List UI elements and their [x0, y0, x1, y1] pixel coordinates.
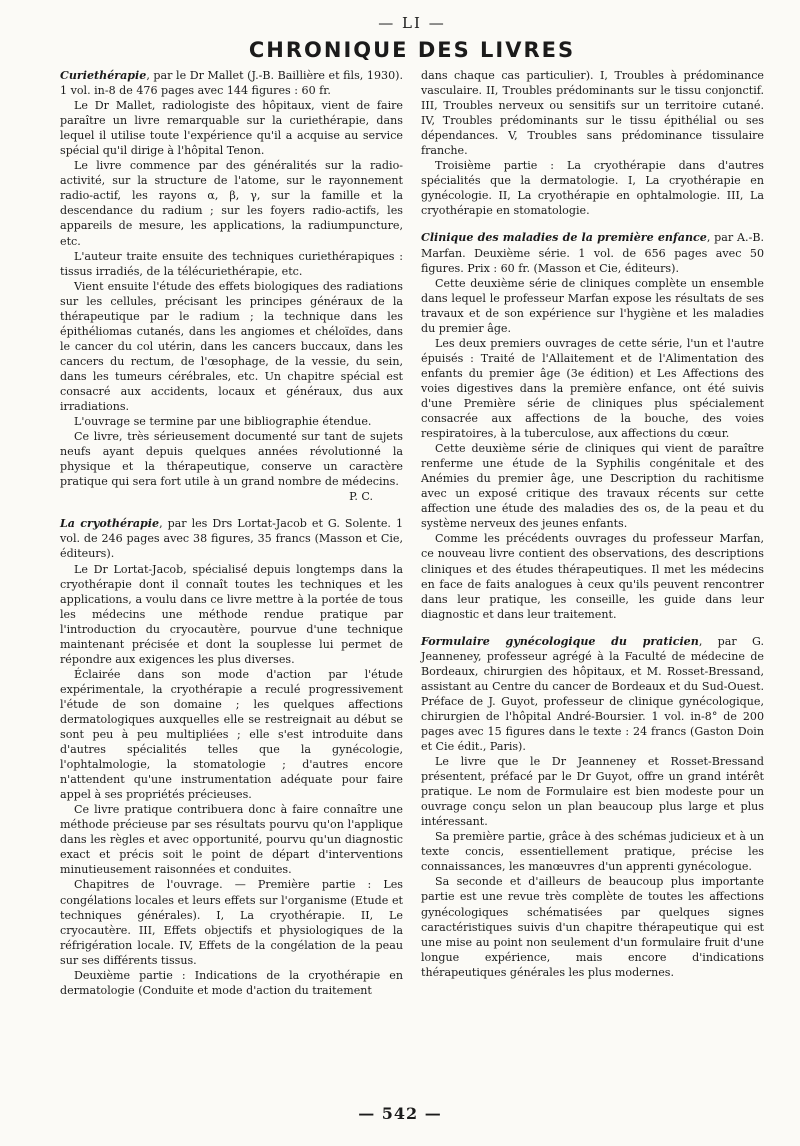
book-details: , par G. Jeanneney, professeur agrégé à la Faculté de médecine de Bordeaux, chirurgien des hôpitaux, et M. Rosset-Bressand, assistant au Centre du cancer de Bordeaux et du Sud-Ouest. Préface de J. Guyot, professeur de clinique gynécologique, chirurgien de l'hôpital André-Boursier. 1 vol. in-8° de 200 pages avec 15 figures dans le texte : 24 francs (Gaston Doin et Cie édit., Paris). [421, 634, 764, 754]
paragraph: Les deux premiers ouvrages de cette série, l'un et l'autre épuisés : Traité de l'Allaitement et de l'Alimentation des enfants du premier âge (3e édition) et Les Affections des voies digestives dans la première enfance, ont été suivis d'une Première série de cliniques plus spécialement consacrée aux affections de la bouche, des voies respiratoires, à la tuberculose, aux affections du cœur. [421, 336, 764, 441]
paragraph: Le livre commence par des généralités sur la radio-activité, sur la structure de l'atome, sur le rayonnement radio-actif, les rayons α, β, γ, sur la famille et la descendance du radium ; sur les foyers radio-actifs, les appareils de mesure, les applications, la radiumpuncture, etc. [60, 159, 403, 248]
paragraph: Deuxième partie : Indications de la cryothérapie en dermatologie (Conduite et mode d'action du traitement [60, 968, 403, 997]
paragraph: Éclairée dans son mode d'action par l'étude expérimentale, la cryothérapie a reculé progressivement l'étude de son domaine ; les quelques affections dermatologiques auxquelles elle se restreignait au début se sont peu à peu multipliées ; elle s'est introduite dans d'autres spécialités telles que la gynécologie, l'ophtalmologie, la stomatologie ; d'autres encore n'attendent qu'une instrumentation adéquate pour faire appel à ses propriétés précieuses. [60, 667, 403, 802]
book-title: La cryothérapie [60, 517, 160, 531]
columns [60, 68, 764, 998]
review-signature: P. C. [349, 490, 373, 504]
paragraph: L'ouvrage se termine par une bibliographie étendue. [74, 415, 372, 429]
book-details: , par le Dr Mallet (J.-B. Baillière et fils, 1930). 1 vol. in-8 de 476 pages avec 144 figures : 60 fr. [60, 69, 403, 98]
folio-top: — LI — [378, 14, 446, 32]
paragraph: Troisième partie : La cryothérapie dans d'autres spécialités que la dermatologie. I, La cryothérapie en gynécologie. II, La cryothérapie en ophtalmologie. III, La cryothérapie en stomatologie. [421, 159, 764, 218]
paragraph: Chapitres de l'ouvrage. — Première partie : Les congélations locales et leurs effets sur l'organisme (Etude et techniques générales). I, La cryothérapie. II, Le cryocautère. III, Effets objectifs et physiologiques de la réfrigération locale. IV, Effets de la congélation de la peau sur ses différents tissus. [60, 878, 403, 967]
right-column [421, 68, 764, 998]
book-entry [60, 68, 403, 98]
paragraph: Ce livre, très sérieusement documenté sur tant de sujets neufs ayant depuis quelques années révolutionné la physique et la thérapeutique, conserve un caractère pratique qui sera fort utile à un grand nombre de médecins. [60, 430, 403, 489]
book-title: Curiethérapie [60, 69, 147, 82]
paragraph: Vient ensuite l'étude des effets biologiques des radiations sur les cellules, précisant les principes généraux de la thérapeutique par le radium ; la technique dans les épithéliomas cutanés, dans les angiomes et chéloïdes, dans le cancer du col utérin, dans les cancers buccaux, dans les cancers du rectum, de l'œsophage, de la vessie, du sein, dans les tumeurs cérébrales, etc. Un chapitre spécial est consacré aux accidents, locaux et généraux, dus aux irradiations. [60, 279, 403, 414]
paragraph: Sa seconde et d'ailleurs de beaucoup plus importante partie est une revue très complète de toutes les affections gynécologiques schématisées par quelques signes caractéristiques suivis d'un chapitre thérapeutique qui est une mise au point non seulement d'un formulaire fruit d'une longue expérience, mais encore d'indications thérapeutiques générales les plus modernes. [421, 875, 764, 979]
book-entry [421, 230, 764, 275]
paragraph: Sa première partie, grâce à des schémas judicieux et à un texte concis, essentiellement pratique, précise les connaissances, les manœuvres d'un apprenti gynécologue. [421, 830, 764, 874]
paragraph: Comme les précédents ouvrages du professeur Marfan, ce nouveau livre contient des observations, des descriptions cliniques et des études thérapeutiques. Il met les médecins en face de faits analogues à ceux qu'ils peuvent rencontrer dans leur pratique, les conseille, les guide dans leur diagnostic et dans leur traitement. [421, 532, 764, 621]
book-entry [421, 634, 764, 754]
paragraph: Le Dr Mallet, radiologiste des hôpitaux, vient de faire paraître un livre remarquable sur la curiethérapie, dans lequel il utilise toute l'expérience qu'il a acquise au service spécial qu'il dirige à l'hôpital Tenon. [60, 99, 403, 158]
book-title: Formulaire gynécologique du praticien [421, 634, 699, 648]
book-details: , par A.-B. Marfan. Deuxième série. 1 vol. de 656 pages avec 50 figures. Prix : 60 fr. (Masson et Cie, éditeurs). [421, 231, 764, 275]
page-header: CHRONIQUE DES LIVRES [248, 38, 576, 62]
paragraph: Le livre que le Dr Jeanneney et Rosset-Bressand présentent, préfacé par le Dr Guyot, offre un grand intérêt pratique. Le nom de Formulaire est bien modeste pour un ouvrage conçu selon un plan beaucoup plus large et plus intéressant. [421, 755, 764, 829]
book-details: , par les Drs Lortat-Jacob et G. Solente. 1 vol. de 246 pages avec 38 figures, 35 francs (Masson et Cie, éditeurs). [60, 517, 403, 561]
paragraph: Ce livre pratique contribuera donc à faire connaître une méthode précieuse par ses résultats pourvu qu'on l'applique dans les règles et avec opportunité, pourvu qu'un diagnostic exact et précis soit le point de départ d'interventions minutieusement raisonnées et conduites. [60, 803, 403, 877]
paragraph: Cette deuxième série de cliniques qui vient de paraître renferme une étude de la Syphilis congénitale et des Anémies du premier âge, une Description du rachitisme avec un exposé critique des travaux récents sur cette affection une étude des maladies des os, de la peau et du système nerveux des jeunes enfants. [421, 442, 764, 531]
paragraph: dans chaque cas particulier). I, Troubles à prédominance vasculaire. II, Troubles prédominants sur le tissu conjonctif. III, Troubles nerveux ou sensitifs sur un territoire cutané. IV, Troubles prédominants sur le tissu épithélial ou ses dépendances. V, Troubles sans prédominance tissulaire franche. [421, 69, 764, 158]
book-entry [60, 516, 403, 561]
paragraph: Le Dr Lortat-Jacob, spécialisé depuis longtemps dans la cryothérapie dont il connaît toutes les techniques et les applications, a voulu dans ce livre mettre à la portée de tous les médecins une méthode rendue pratique par l'introduction du cryocautère, pourvue d'une technique maintenant précisée et dont la souplesse lui permet de répondre aux exigences les plus diverses. [60, 562, 403, 666]
left-column [60, 68, 403, 998]
paragraph: Cette deuxième série de cliniques complète un ensemble dans lequel le professeur Marfan expose les résultats de ses travaux et de son expérience sur l'hygiène et les maladies du premier âge. [421, 276, 764, 335]
paragraph: L'auteur traite ensuite des techniques curiethérapiques : tissus irradiés, de la télécuriethérapie, etc. [60, 249, 403, 278]
folio-bottom: — 542 — [358, 1104, 442, 1123]
book-title: Clinique des maladies de la première enfance [421, 231, 707, 245]
